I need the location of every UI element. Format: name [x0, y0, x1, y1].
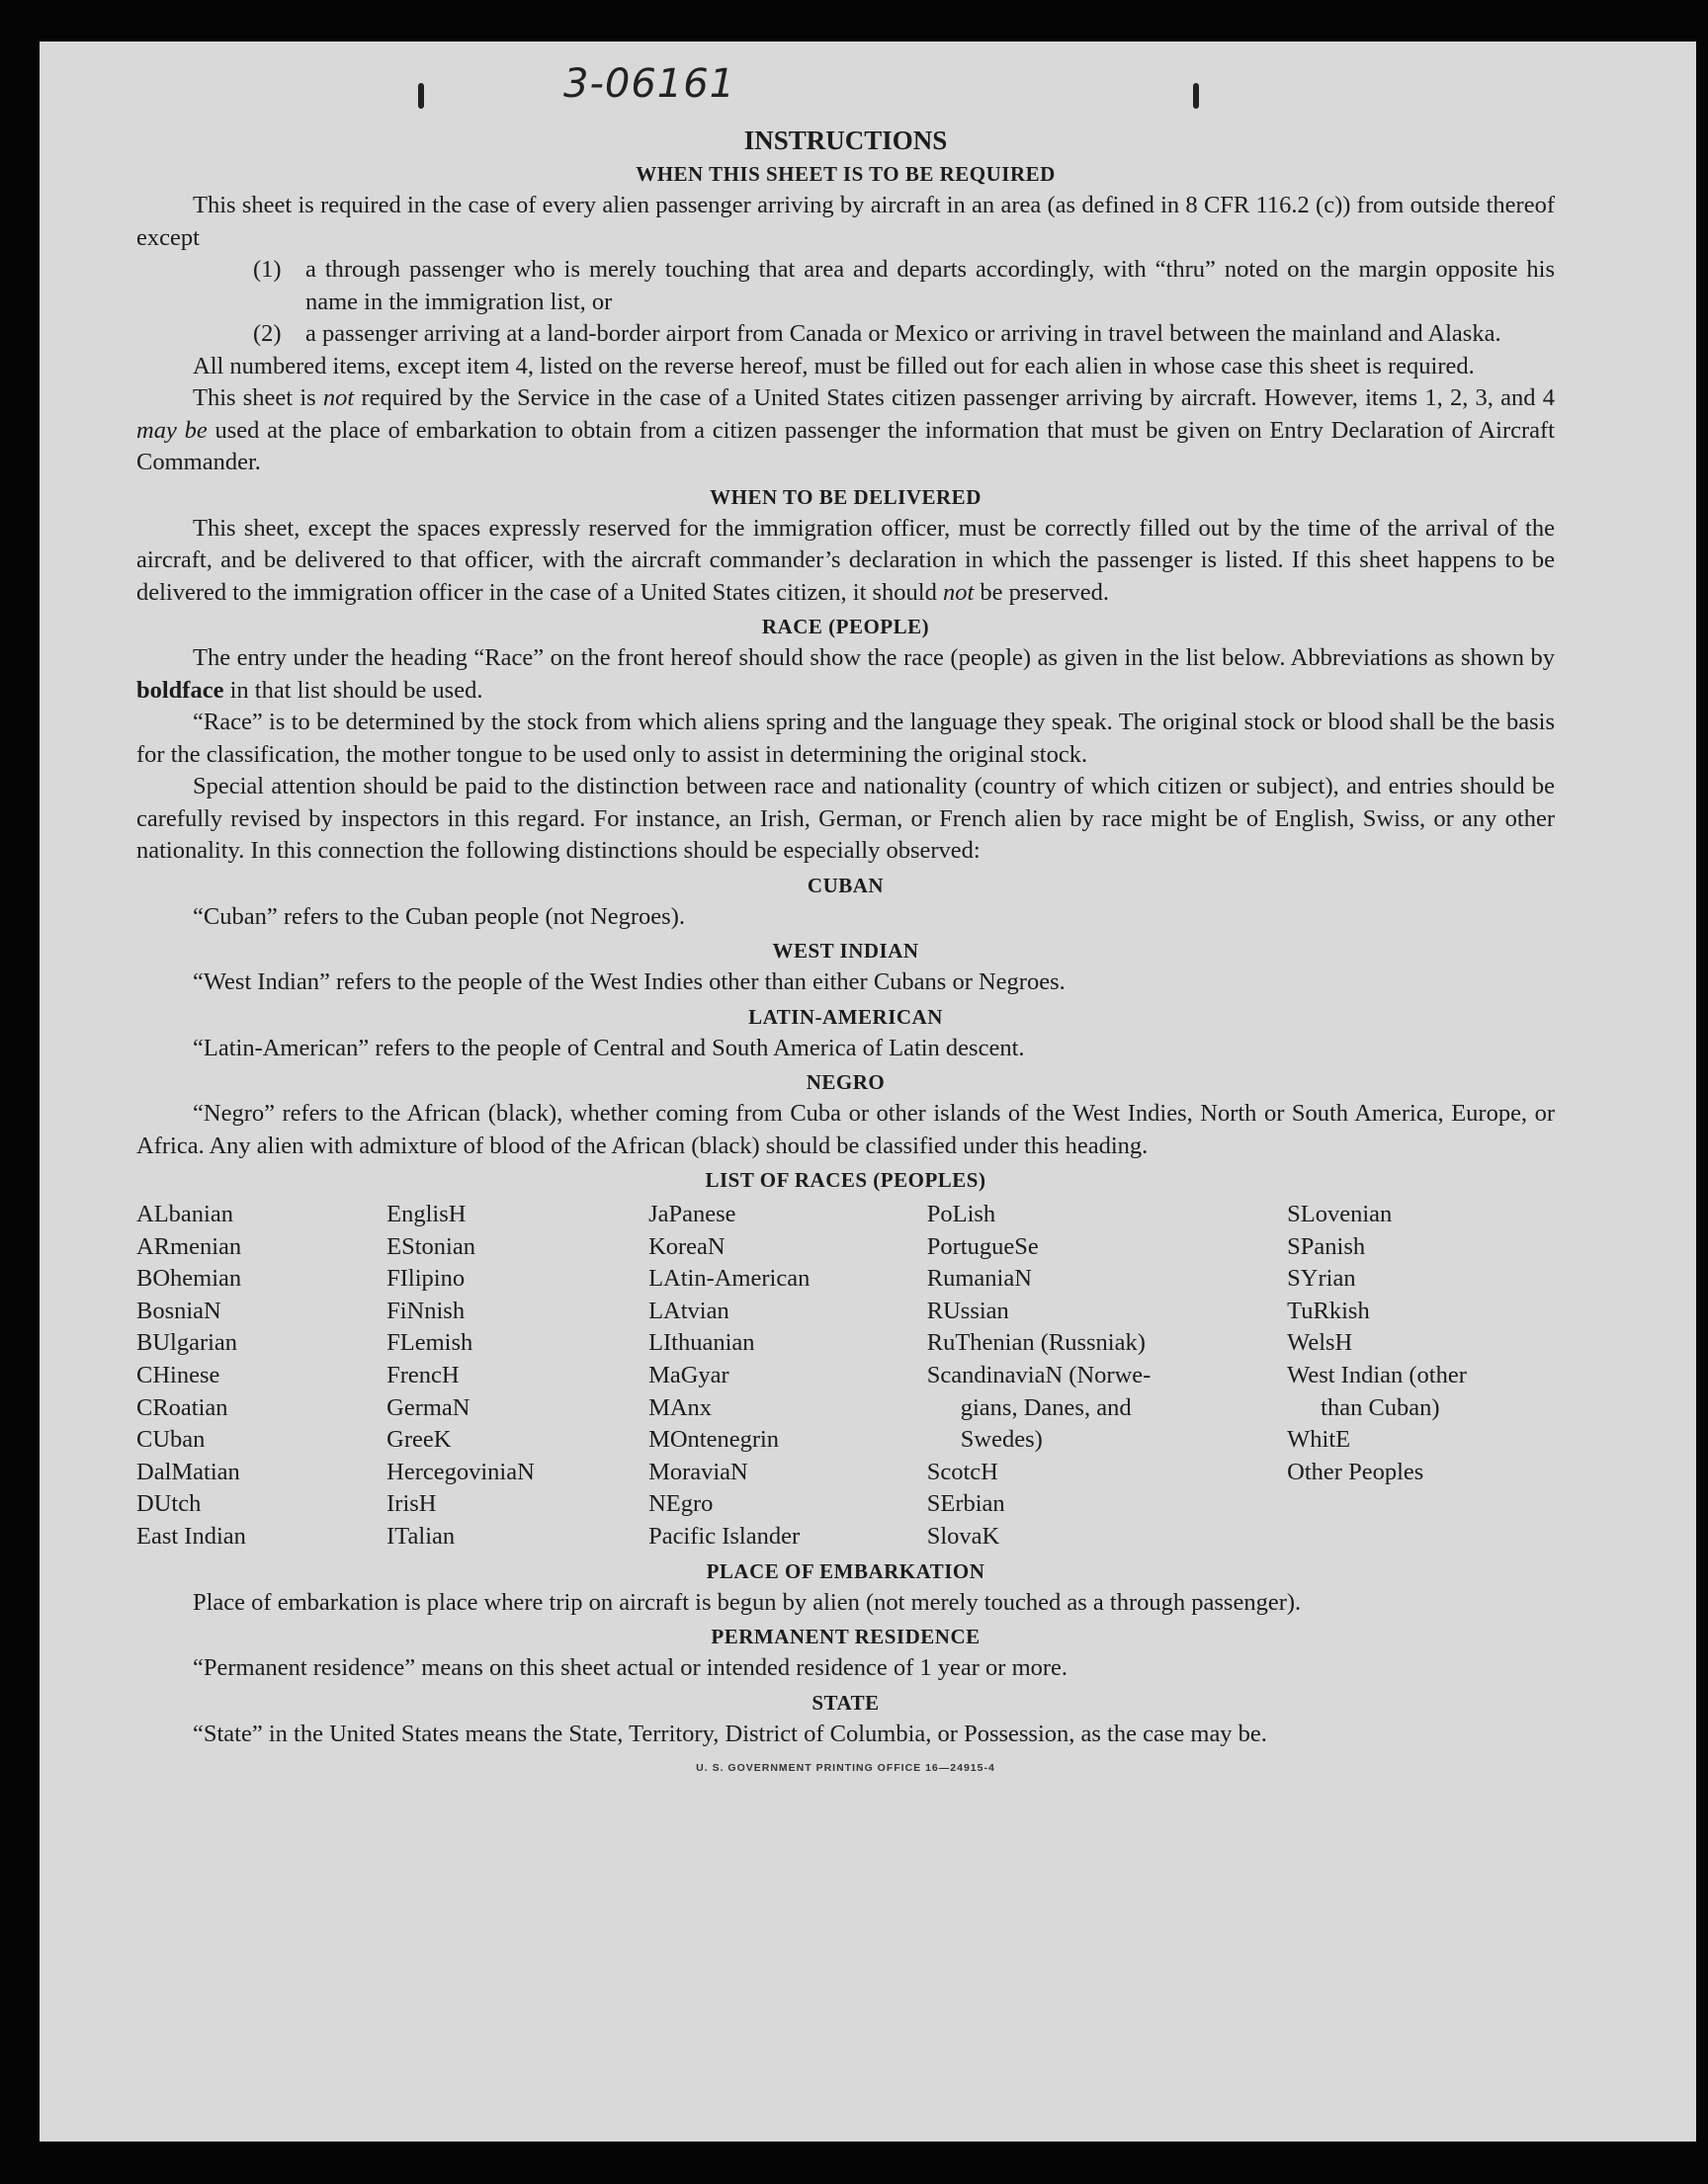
race-entry: PoLish	[926, 1201, 996, 1227]
exception-item-1	[136, 254, 1555, 318]
west-indian-text: “West Indian” refers to the people of the West Indies other than either Cubans or Negroes.	[193, 968, 1066, 995]
heading-west-indian: WEST INDIAN	[772, 939, 919, 963]
heading-permanent-residence: PERMANENT RESIDENCE	[711, 1625, 981, 1649]
race-entry: East Indian	[136, 1522, 246, 1550]
races-column-2	[386, 1199, 648, 1554]
race-entry-continued: than Cuban)	[1321, 1393, 1440, 1421]
race-entry: IrisH	[386, 1490, 437, 1518]
when-delivered-text: This sheet, except the spaces expressly reserved for the immigration officer, must be correctly filled out by the time of the arrival of the aircraft, and be delivered to that officer, with the aircraft commander’s declaration in which the passenger is listed. If this sheet happens to be delivered to the immigration officer in the case of a United States citizen, it should not be preserved.	[136, 514, 1555, 606]
races-column-1	[136, 1199, 386, 1554]
item-text: a passenger arriving at a land-border airport from Canada or Mexico or arriving in travel between the mainland and Alaska.	[305, 320, 1501, 347]
item-number: (1)	[253, 256, 282, 283]
race-entry-continued: gians, Danes, and	[960, 1393, 1132, 1421]
race-entry: DUtch	[136, 1490, 202, 1518]
race-entry: MOntenegrin	[648, 1426, 780, 1454]
race-entry: ScotcH	[926, 1458, 998, 1485]
race-entry: RumaniaN	[926, 1265, 1032, 1293]
race-entry: SErbian	[926, 1490, 1005, 1518]
exception-item-2	[136, 318, 1555, 351]
race-entry: RUssian	[926, 1297, 1009, 1324]
race-entry: ARmenian	[136, 1232, 242, 1260]
heading-latin-american: LATIN-AMERICAN	[748, 1004, 943, 1029]
heading-race: RACE (PEOPLE)	[761, 615, 930, 638]
race-entry: CRoatian	[136, 1393, 228, 1421]
punch-mark-left	[418, 83, 424, 109]
race-entry: LIthuanian	[648, 1329, 755, 1357]
page-title: INSTRUCTIONS	[743, 126, 948, 155]
race-entry: Pacific Islander	[648, 1522, 801, 1550]
race-entry: West Indian (other	[1287, 1361, 1467, 1388]
race-entry: WelsH	[1287, 1329, 1353, 1357]
race-entry: SPanish	[1287, 1232, 1366, 1260]
race-entry: LAtvian	[648, 1297, 729, 1324]
race-entry: ITalian	[386, 1522, 456, 1550]
race-entry: NEgro	[648, 1490, 714, 1518]
document-sheet	[40, 42, 1696, 2142]
race-entry: SYrian	[1287, 1265, 1356, 1293]
race-entry: DalMatian	[136, 1458, 240, 1485]
race-paragraph-3: Special attention should be paid to the distinction between race and nationality (country of which citizen or subject), and entries should be carefully revised by inspectors in this regard. For instance, an Irish, German, or French alien by race might be of English, Swiss, or any other nationality. In this connection the following distinctions should be especially observed:	[136, 773, 1555, 864]
race-entry: RuThenian (Russniak)	[926, 1329, 1146, 1357]
numbered-items-paragraph: All numbered items, except item 4, listed on the reverse hereof, must be filled out for each alien in whose case this sheet is required.	[193, 352, 1475, 379]
heading-embarkation: PLACE OF EMBARKATION	[706, 1558, 985, 1583]
state-text: “State” in the United States means the State, Territory, District of Columbia, or Possession, as the case may be.	[193, 1720, 1267, 1747]
race-entry: MaGyar	[648, 1361, 729, 1388]
cuban-text: “Cuban” refers to the Cuban people (not Negroes).	[193, 902, 685, 930]
residence-text: “Permanent residence” means on this sheet actual or intended residence of 1 year or more.	[193, 1654, 1068, 1682]
when-required-intro: This sheet is required in the case of every alien passenger arriving by aircraft in an area (as defined in 8 CFR 116.2 (c)) from outside thereof except	[136, 192, 1555, 251]
race-entry: EStonian	[386, 1232, 475, 1260]
race-paragraph-1: The entry under the heading “Race” on the front hereof should show the race (people) as given in the list below. Abbreviations as shown by boldface in that list should be used.	[136, 644, 1555, 704]
heading-list-of-races: LIST OF RACES (PEOPLES)	[705, 1168, 986, 1192]
races-list	[136, 1199, 1555, 1554]
item-text: a through passenger who is merely touching that area and departs accordingly, with “thru” noted on the margin opposite his name in the immigration list, or	[305, 256, 1555, 315]
race-entry: FiNnish	[386, 1297, 466, 1324]
race-entry: FIlipino	[386, 1265, 466, 1293]
race-entry: ScandinaviaN (Norwe-	[926, 1361, 1152, 1388]
heading-state: STATE	[811, 1690, 880, 1715]
printer-imprint: U. S. GOVERNMENT PRINTING OFFICE 16—24915-4	[696, 1762, 995, 1775]
race-entry: FLemish	[386, 1329, 473, 1357]
race-entry: WhitE	[1287, 1426, 1351, 1454]
race-entry: BosniaN	[136, 1297, 221, 1324]
race-entry: Other Peoples	[1287, 1458, 1424, 1485]
negro-text: “Negro” refers to the African (black), whether coming from Cuba or other islands of the West Indies, North or South America, Europe, or Africa. Any alien with admixture of blood of the African (black) should be classified under this heading.	[136, 1100, 1555, 1159]
heading-cuban: CUBAN	[807, 873, 885, 897]
race-entry: KoreaN	[648, 1232, 726, 1260]
race-entry: ALbanian	[136, 1201, 233, 1227]
latin-american-text: “Latin-American” refers to the people of Central and South America of Latin descent.	[193, 1034, 1025, 1061]
heading-when-delivered: WHEN TO BE DELIVERED	[710, 484, 982, 509]
race-entry: FrencH	[386, 1361, 460, 1388]
race-entry: EnglisH	[386, 1201, 467, 1227]
heading-when-required: WHEN THIS SHEET IS TO BE REQUIRED	[636, 162, 1056, 186]
races-column-4	[927, 1199, 1287, 1554]
item-number: (2)	[253, 320, 282, 347]
race-entry: SLovenian	[1287, 1201, 1393, 1227]
race-entry: MoraviaN	[648, 1458, 748, 1485]
race-entry: GermaN	[386, 1393, 470, 1421]
race-entry: CUban	[136, 1426, 206, 1454]
heading-negro: NEGRO	[806, 1070, 886, 1094]
embarkation-text: Place of embarkation is place where trip on aircraft is begun by alien (not merely touched as a through passenger).	[193, 1588, 1302, 1616]
race-entry: PortugueSe	[926, 1232, 1039, 1260]
race-entry: HercegoviniaN	[386, 1458, 535, 1485]
race-entry-continued: Swedes)	[960, 1426, 1043, 1454]
race-entry: BOhemian	[136, 1265, 242, 1293]
races-column-3	[648, 1199, 927, 1554]
race-entry: GreeK	[386, 1426, 452, 1454]
race-paragraph-2: “Race” is to be determined by the stock from which aliens spring and the language they speak. The original stock or blood shall be the basis for the classification, the mother tongue to be used only to assist in determining the original stock.	[136, 709, 1555, 768]
handwritten-number: 3-06161	[563, 61, 736, 107]
race-entry: JaPanese	[648, 1201, 736, 1227]
race-entry: SlovaK	[926, 1522, 1000, 1550]
race-entry: BUlgarian	[136, 1329, 238, 1357]
citizen-paragraph: This sheet is not required by the Service in the case of a United States citizen passenger arriving by aircraft. However, items 1, 2, 3, and 4 may be used at the place of embarkation to obtain from a citizen passenger the information that must be given on Entry Declaration of Aircraft Commander.	[136, 384, 1555, 475]
races-column-5	[1287, 1199, 1555, 1554]
race-entry: CHinese	[136, 1361, 220, 1388]
punch-mark-right	[1193, 83, 1199, 109]
race-entry: TuRkish	[1287, 1297, 1370, 1324]
race-entry: LAtin-American	[648, 1265, 811, 1293]
race-entry: MAnx	[648, 1393, 713, 1421]
